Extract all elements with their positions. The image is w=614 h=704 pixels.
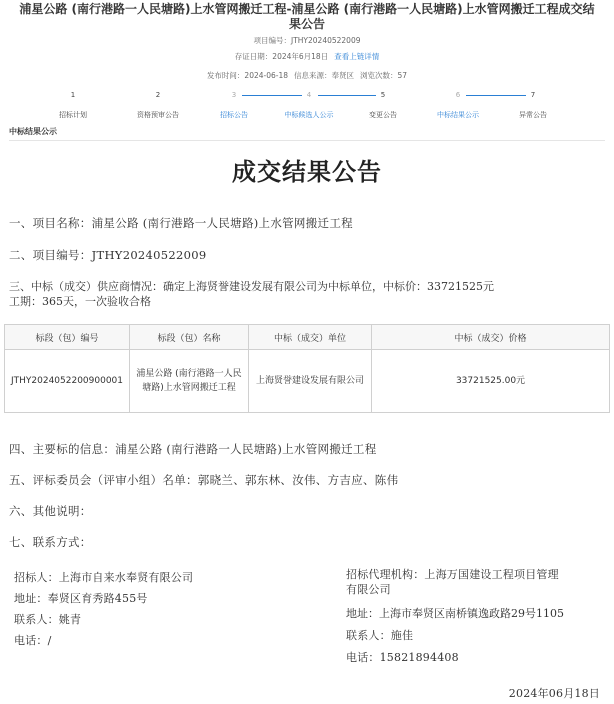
- step-number: 3: [231, 91, 237, 99]
- tenderer-contact-person: 联系人：姚青: [14, 613, 82, 626]
- step-tender-plan[interactable]: [33, 90, 113, 120]
- step-change-notice[interactable]: [343, 90, 423, 120]
- duration-paragraph: 工期：365天，一次验收合格: [9, 295, 151, 308]
- sign-date: 2024年06月18日: [508, 687, 600, 700]
- chain-detail-link[interactable]: 查看上链详情: [334, 52, 380, 61]
- source: 奉贤区: [331, 71, 355, 80]
- agent-phone: 电话：15821894408: [346, 651, 459, 664]
- agent-contact-block: [346, 567, 564, 669]
- cell-winner: 上海贤誉建设发展有限公司: [249, 350, 372, 413]
- step-result-notice[interactable]: [418, 90, 498, 120]
- cell-section-code: JTHY2024052200900001: [5, 350, 130, 413]
- archive-line: [0, 51, 614, 62]
- agent-contact-person: 联系人：施佳: [346, 629, 414, 642]
- agent-address: 地址：上海市奉贤区南桥镇逸政路29号1105: [346, 607, 564, 620]
- views-label: 浏览次数：: [360, 71, 398, 80]
- cell-price: 33721525.00元: [372, 350, 610, 413]
- source-label: 信息来源：: [294, 71, 332, 80]
- step-label: 中标候选人公示: [284, 111, 334, 119]
- header-winner: 中标（成交）单位: [249, 325, 372, 350]
- document-title: 成交结果公告: [232, 157, 382, 186]
- main-subject-paragraph: 四、主要标的信息：浦星公路 (南行港路一人民塘路)上水管网搬迁工程: [9, 442, 377, 456]
- project-number-line: [0, 35, 614, 46]
- project-number-label: 项目编号：: [253, 36, 291, 45]
- step-number: 4: [306, 91, 312, 99]
- step-label: 招标计划: [59, 111, 87, 119]
- table-header-row: [5, 325, 610, 350]
- section-label: 中标结果公示: [9, 126, 605, 141]
- step-label: 变更公告: [369, 111, 397, 119]
- header-section-name: 标段（包）名称: [130, 325, 249, 350]
- tenderer-name: 招标人：上海市自来水奉贤有限公司: [14, 571, 194, 584]
- contact-heading: 七、联系方式：: [9, 535, 92, 549]
- agent-name-line1: 招标代理机构：上海万国建设工程项目管理: [346, 568, 559, 581]
- process-steps: [0, 90, 614, 124]
- step-label: 招标公告: [220, 111, 248, 119]
- step-number: 1: [70, 91, 76, 99]
- step-label: 中标结果公示: [437, 111, 479, 119]
- step-number: 5: [380, 91, 386, 99]
- tenderer-address: 地址：奉贤区育秀路455号: [14, 592, 148, 605]
- project-name-paragraph: 一、项目名称：浦星公路 (南行港路一人民塘路)上水管网搬迁工程: [9, 216, 353, 230]
- publish-time: 2024-06-18: [244, 71, 289, 80]
- other-notes-paragraph: 六、其他说明：: [9, 504, 92, 518]
- step-tender-notice[interactable]: [194, 90, 274, 120]
- publish-time-label: 发布时间：: [206, 71, 245, 80]
- header-price: 中标（成交）价格: [372, 325, 610, 350]
- publish-info-line: [0, 70, 614, 81]
- project-number: JTHY20240522009: [290, 36, 361, 45]
- committee-paragraph: 五、评标委员会（评审小组）名单：郭晓兰、郭东林、汝伟、方吉应、陈伟: [9, 473, 399, 487]
- step-number: 6: [455, 91, 461, 99]
- tenderer-phone: 电话：/: [14, 634, 52, 647]
- step-label: 异常公告: [519, 111, 547, 119]
- cell-section-name: 浦星公路 (南行港路一人民塘路)上水管网搬迁工程: [130, 350, 249, 413]
- page-title: 浦星公路 (南行港路一人民塘路)上水管网搬迁工程-浦星公路 (南行港路一人民塘路)上水管网搬迁工程成交结果公告: [19, 2, 595, 31]
- table-row: [5, 350, 610, 413]
- step-number: 2: [155, 91, 161, 99]
- tenderer-contact-block: [14, 567, 193, 651]
- step-number: 7: [530, 91, 536, 99]
- step-exception-notice[interactable]: [493, 90, 573, 120]
- view-count: 57: [397, 71, 408, 80]
- archive-date: 2024年6月18日: [272, 52, 329, 61]
- supplier-paragraph: 三、中标（成交）供应商情况：确定上海贤誉建设发展有限公司为中标单位，中标价：33721525元: [9, 280, 494, 293]
- archive-date-label: 存证日期：: [234, 52, 273, 61]
- step-prequal-notice[interactable]: [118, 90, 198, 120]
- step-label: 资格预审公告: [137, 111, 179, 119]
- project-number-paragraph: 二、项目编号：JTHY20240522009: [9, 248, 207, 262]
- step-candidate-notice[interactable]: [269, 90, 349, 120]
- header-section-code: 标段（包）编号: [5, 325, 130, 350]
- bid-result-table: [4, 324, 610, 413]
- agent-name-line2: 有限公司: [346, 583, 391, 596]
